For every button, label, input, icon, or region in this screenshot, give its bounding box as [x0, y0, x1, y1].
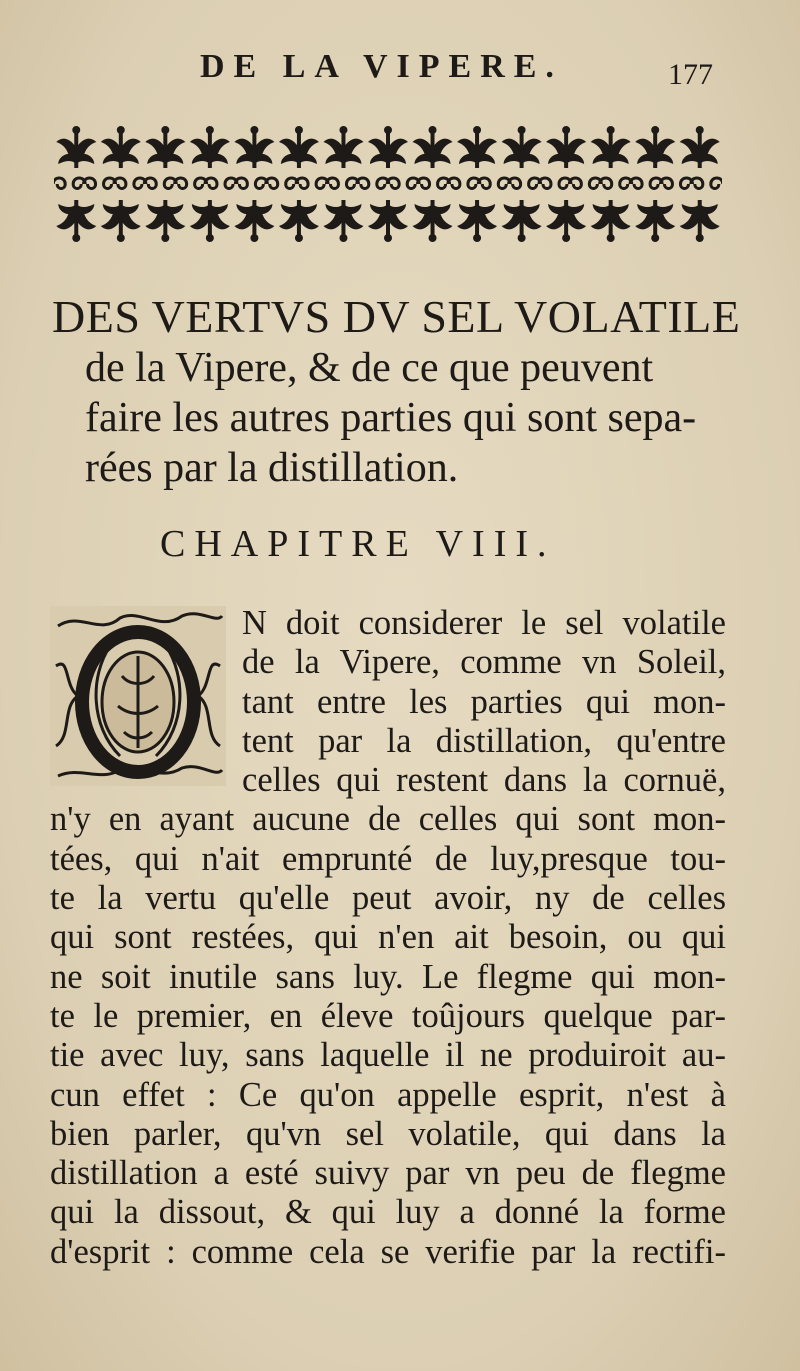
ornament-motif — [418, 178, 450, 189]
ornament-motif — [56, 126, 96, 168]
ornament-motif — [413, 200, 453, 242]
ornament-motif — [368, 200, 408, 242]
ornament-motif — [175, 178, 207, 189]
text-line: n'y en ayant aucune de celles qui sont mon- — [50, 800, 726, 839]
ornament-motif — [234, 200, 274, 242]
ornament-motif — [323, 200, 363, 242]
ornament-motif — [266, 178, 298, 189]
text-line: te le premier, en éleve toûjours quelque par- — [50, 996, 726, 1035]
ornament-motif — [591, 200, 631, 242]
ornament-motif — [680, 200, 720, 242]
text-line: bien parler, qu'vn sel volatile, qui dans la — [50, 1114, 726, 1153]
ornament-motif — [279, 200, 319, 242]
ornament-motif — [591, 126, 631, 168]
ornament-motif — [600, 178, 632, 189]
ornament-motif — [546, 200, 586, 242]
ornament-motif — [680, 126, 720, 168]
text-line: tent par la distillation, qu'entre — [242, 721, 726, 760]
ornament-motif — [546, 126, 586, 168]
ornament-motif — [84, 178, 116, 189]
chapter-subtitle-line: faire les autres parties qui sont sepa- — [85, 395, 697, 441]
text-line: cun effet : Ce qu'on appelle esprit, n'est à — [50, 1075, 726, 1114]
ornament-motif — [502, 200, 542, 242]
text-line: d'esprit : comme cela se verifie par la rectifi- — [50, 1232, 726, 1271]
ornament-motif — [145, 126, 185, 168]
running-head: DE LA VIPERE. — [200, 48, 563, 85]
text-line: qui sont restées, qui n'en ait besoin, ou qui — [50, 918, 726, 957]
text-line: tant entre les parties qui mon- — [242, 682, 726, 721]
chapter-number: CHAPITRE VIII. — [160, 523, 556, 565]
ornament-motif — [296, 178, 328, 189]
ornament-motif — [235, 178, 267, 189]
text-line: ne soit inutile sans luy. Le flegme qui mon- — [50, 957, 726, 996]
ornament-motif — [114, 178, 146, 189]
ornament-motif — [569, 178, 601, 189]
ornament-motif — [387, 178, 419, 189]
ornament-motif — [190, 200, 230, 242]
ornament-motif — [635, 200, 675, 242]
ornament-motif — [413, 126, 453, 168]
text-line: tie avec luy, sans laquelle il ne produiroit au- — [50, 1036, 726, 1075]
ornament-motif — [56, 200, 96, 242]
chapter-title — [52, 290, 741, 493]
ornament-motif — [101, 126, 141, 168]
ornament-motif — [279, 126, 319, 168]
ornament-motif — [502, 126, 542, 168]
ornament-motif — [448, 178, 480, 189]
text-line: distillation a esté suivy par vn peu de flegme — [50, 1154, 726, 1193]
ornament-motif — [635, 126, 675, 168]
chapter-subtitle-line: de la Vipere, & de ce que peuvent — [85, 345, 654, 391]
ornament-motif — [101, 200, 141, 242]
ornament-motif — [509, 178, 541, 189]
text-line: qui la dissout, & qui luy a donné la forme — [50, 1193, 726, 1232]
text-line: de la Vipere, comme vn Soleil, — [242, 643, 726, 682]
ornament-motif — [368, 126, 408, 168]
chapter-title-line: DES VERTVS DV SEL VOLATILE — [52, 291, 741, 342]
text-line: te la vertu qu'elle peut avoir, ny de celles — [50, 879, 726, 918]
ornament-motif — [234, 126, 274, 168]
ornament-motif — [691, 178, 722, 189]
ornament-motif — [145, 200, 185, 242]
ornament-motif — [205, 178, 237, 189]
ornament-motif — [323, 126, 363, 168]
ornament-motif — [357, 178, 389, 189]
ornament-motif — [326, 178, 358, 189]
body-paragraph — [50, 604, 726, 1272]
ornament-motif — [660, 178, 692, 189]
ornament-motif — [144, 178, 176, 189]
ornament-motif — [457, 200, 497, 242]
ornament-motif — [190, 126, 230, 168]
chapter-subtitle-line: rées par la distillation. — [85, 445, 459, 491]
headpiece-ornament-icon — [54, 118, 722, 248]
text-line: N doit considerer le sel volatile — [242, 604, 726, 642]
ornament-motif — [478, 178, 510, 189]
ornament-motif — [539, 178, 571, 189]
text-line: tées, qui n'ait emprunté de luy,presque tou- — [50, 839, 726, 878]
ornament-motif — [630, 178, 662, 189]
ornament-motif — [54, 178, 85, 189]
text-line: celles qui restent dans la cornuë, — [242, 761, 726, 800]
ornament-motif — [457, 126, 497, 168]
page-number: 177 — [668, 58, 713, 91]
